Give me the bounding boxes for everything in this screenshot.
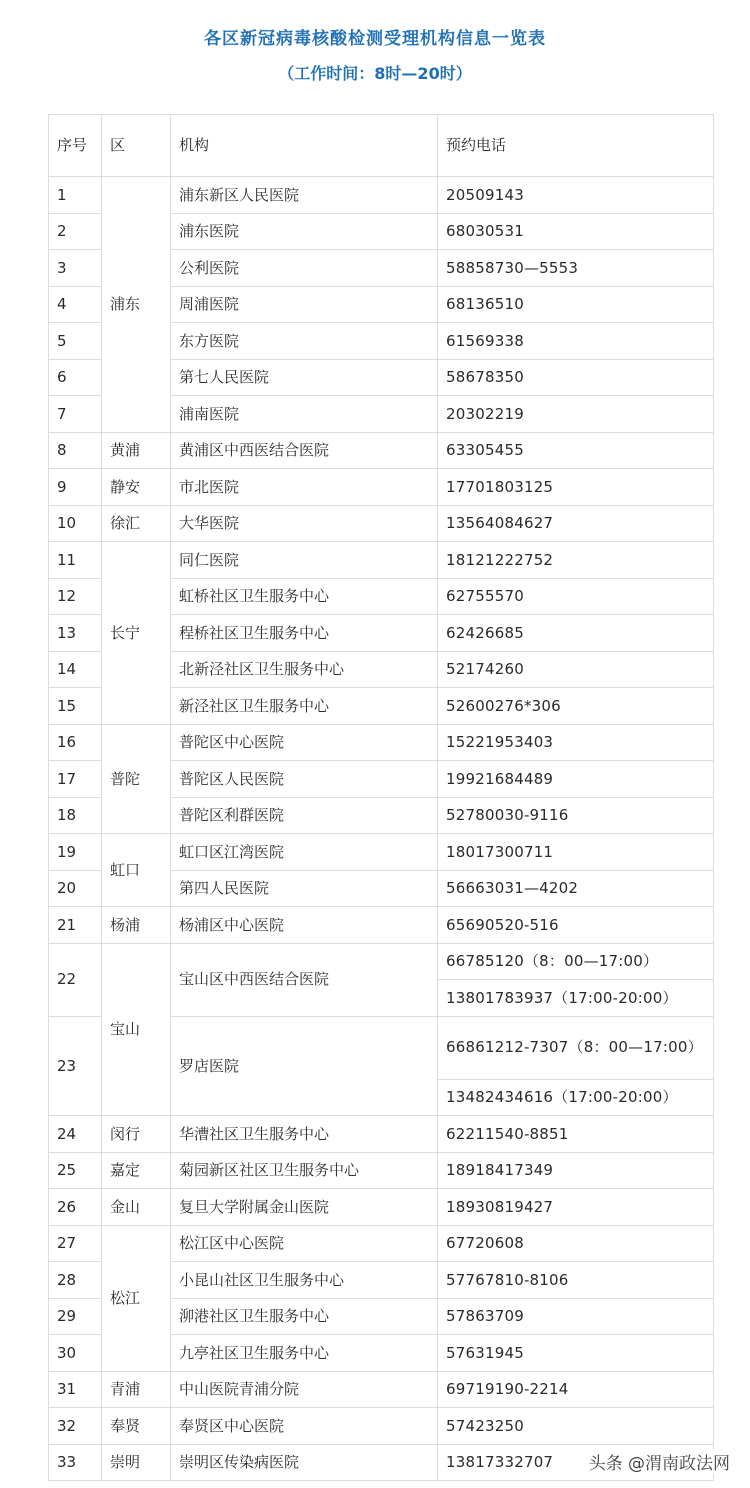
row-phone: 18017300711 — [438, 834, 714, 871]
row-org: 奉贤区中心医院 — [171, 1408, 438, 1445]
row-phone: 61569338 — [438, 323, 714, 360]
row-org: 同仁医院 — [171, 542, 438, 579]
row-seq: 9 — [49, 469, 102, 506]
table-row — [49, 834, 714, 871]
row-seq: 17 — [49, 761, 102, 798]
district-huangpu: 黄浦 — [102, 432, 171, 469]
row-org: 普陀区人民医院 — [171, 761, 438, 798]
row-phone: 20509143 — [438, 177, 714, 214]
row-org: 黄浦区中西医结合医院 — [171, 432, 438, 469]
page-subtitle: （工作时间：8时—20时） — [278, 64, 472, 83]
header-district: 区 — [102, 115, 171, 177]
row-org: 罗店医院 — [171, 1016, 438, 1116]
row-phone: 62755570 — [438, 578, 714, 615]
row-org: 宝山区中西医结合医院 — [171, 943, 438, 1016]
row-phone: 15221953403 — [438, 724, 714, 761]
table-row — [49, 1225, 714, 1262]
table-row — [49, 1152, 714, 1189]
district-jingan: 静安 — [102, 469, 171, 506]
district-fengxian: 奉贤 — [102, 1408, 171, 1445]
table-row — [49, 724, 714, 761]
table-row — [49, 469, 714, 506]
row-org: 浦东医院 — [171, 213, 438, 250]
watermark: 头条 @渭南政法网 — [585, 1449, 734, 1474]
row-phone: 58678350 — [438, 359, 714, 396]
table-row — [49, 1116, 714, 1153]
row-phone: 65690520-516 — [438, 907, 714, 944]
row-seq: 33 — [49, 1444, 102, 1481]
row-org: 普陀区利群医院 — [171, 797, 438, 834]
row-org: 杨浦区中心医院 — [171, 907, 438, 944]
district-qingpu: 青浦 — [102, 1371, 171, 1408]
row-seq: 31 — [49, 1371, 102, 1408]
row-seq: 1 — [49, 177, 102, 214]
row-phone: 63305455 — [438, 432, 714, 469]
row-org: 中山医院青浦分院 — [171, 1371, 438, 1408]
row-org: 市北医院 — [171, 469, 438, 506]
row-phone: 17701803125 — [438, 469, 714, 506]
row-org: 第四人民医院 — [171, 870, 438, 907]
row-phone: 57863709 — [438, 1298, 714, 1335]
row-org: 大华医院 — [171, 505, 438, 542]
row-phone-secondary: 13482434616（17:00-20:00） — [438, 1079, 714, 1116]
row-seq: 20 — [49, 870, 102, 907]
row-phone: 69719190-2214 — [438, 1371, 714, 1408]
row-phone: 66785120（8：00—17:00） — [438, 943, 714, 980]
district-chongming: 崇明 — [102, 1444, 171, 1481]
institution-table — [48, 114, 714, 1481]
row-org: 九亭社区卫生服务中心 — [171, 1335, 438, 1372]
row-seq: 10 — [49, 505, 102, 542]
row-org: 东方医院 — [171, 323, 438, 360]
table-row — [49, 907, 714, 944]
table-row — [49, 1189, 714, 1226]
row-seq: 6 — [49, 359, 102, 396]
row-org: 程桥社区卫生服务中心 — [171, 615, 438, 652]
row-seq: 5 — [49, 323, 102, 360]
row-phone: 52780030-9116 — [438, 797, 714, 834]
row-seq: 23 — [49, 1016, 102, 1116]
district-baoshan: 宝山 — [102, 943, 171, 1116]
row-phone: 18121222752 — [438, 542, 714, 579]
row-phone: 19921684489 — [438, 761, 714, 798]
header-phone: 预约电话 — [438, 115, 714, 177]
header-org: 机构 — [171, 115, 438, 177]
page-title: 各区新冠病毒核酸检测受理机构信息一览表 — [204, 29, 546, 49]
row-org: 松江区中心医院 — [171, 1225, 438, 1262]
district-jiading: 嘉定 — [102, 1152, 171, 1189]
row-seq: 14 — [49, 651, 102, 688]
district-jinshan: 金山 — [102, 1189, 171, 1226]
row-phone: 66861212-7307（8：00—17:00） — [438, 1016, 714, 1079]
row-org: 泖港社区卫生服务中心 — [171, 1298, 438, 1335]
row-seq: 30 — [49, 1335, 102, 1372]
row-phone: 52600276*306 — [438, 688, 714, 725]
table-row — [49, 1371, 714, 1408]
table-row — [49, 1408, 714, 1445]
row-seq: 32 — [49, 1408, 102, 1445]
row-seq: 11 — [49, 542, 102, 579]
district-putuo: 普陀 — [102, 724, 171, 834]
district-songjiang: 松江 — [102, 1225, 171, 1371]
row-seq: 16 — [49, 724, 102, 761]
row-phone: 56663031—4202 — [438, 870, 714, 907]
row-seq: 13 — [49, 615, 102, 652]
row-phone: 62211540-8851 — [438, 1116, 714, 1153]
row-org: 新泾社区卫生服务中心 — [171, 688, 438, 725]
header-seq: 序号 — [49, 115, 102, 177]
row-org: 虹口区江湾医院 — [171, 834, 438, 871]
row-phone: 67720608 — [438, 1225, 714, 1262]
table-row — [49, 943, 714, 980]
table-header-row — [49, 115, 714, 177]
row-seq: 21 — [49, 907, 102, 944]
row-org: 华漕社区卫生服务中心 — [171, 1116, 438, 1153]
table-row — [49, 432, 714, 469]
district-hongkou: 虹口 — [102, 834, 171, 907]
row-phone: 68030531 — [438, 213, 714, 250]
row-org: 浦南医院 — [171, 396, 438, 433]
row-seq: 12 — [49, 578, 102, 615]
row-seq: 29 — [49, 1298, 102, 1335]
row-org: 公利医院 — [171, 250, 438, 287]
row-seq: 24 — [49, 1116, 102, 1153]
row-org: 周浦医院 — [171, 286, 438, 323]
row-phone: 18918417349 — [438, 1152, 714, 1189]
row-seq: 26 — [49, 1189, 102, 1226]
row-seq: 7 — [49, 396, 102, 433]
row-seq: 25 — [49, 1152, 102, 1189]
row-phone: 57423250 — [438, 1408, 714, 1445]
row-org: 菊园新区社区卫生服务中心 — [171, 1152, 438, 1189]
district-minhang: 闵行 — [102, 1116, 171, 1153]
row-phone: 13564084627 — [438, 505, 714, 542]
row-seq: 19 — [49, 834, 102, 871]
row-phone: 62426685 — [438, 615, 714, 652]
row-org: 普陀区中心医院 — [171, 724, 438, 761]
district-xuhui: 徐汇 — [102, 505, 171, 542]
district-pudong: 浦东 — [102, 177, 171, 433]
row-seq: 27 — [49, 1225, 102, 1262]
table-row — [49, 505, 714, 542]
row-seq: 15 — [49, 688, 102, 725]
row-org: 虹桥社区卫生服务中心 — [171, 578, 438, 615]
row-org: 浦东新区人民医院 — [171, 177, 438, 214]
row-phone: 13817332707 — [438, 1444, 714, 1481]
row-seq: 28 — [49, 1262, 102, 1299]
row-org: 崇明区传染病医院 — [171, 1444, 438, 1481]
table-row — [49, 177, 714, 214]
row-seq: 18 — [49, 797, 102, 834]
row-seq: 2 — [49, 213, 102, 250]
row-phone: 68136510 — [438, 286, 714, 323]
row-phone-secondary: 13801783937（17:00-20:00） — [438, 980, 714, 1017]
row-seq: 4 — [49, 286, 102, 323]
row-org: 北新泾社区卫生服务中心 — [171, 651, 438, 688]
row-phone: 52174260 — [438, 651, 714, 688]
row-seq: 22 — [49, 943, 102, 1016]
row-seq: 8 — [49, 432, 102, 469]
row-org: 第七人民医院 — [171, 359, 438, 396]
district-yangpu: 杨浦 — [102, 907, 171, 944]
row-phone: 20302219 — [438, 396, 714, 433]
table-row — [49, 542, 714, 579]
row-org: 小昆山社区卫生服务中心 — [171, 1262, 438, 1299]
row-seq: 3 — [49, 250, 102, 287]
row-org: 复旦大学附属金山医院 — [171, 1189, 438, 1226]
row-phone: 18930819427 — [438, 1189, 714, 1226]
district-changning: 长宁 — [102, 542, 171, 725]
row-phone: 57631945 — [438, 1335, 714, 1372]
row-phone: 57767810-8106 — [438, 1262, 714, 1299]
row-phone: 58858730—5553 — [438, 250, 714, 287]
